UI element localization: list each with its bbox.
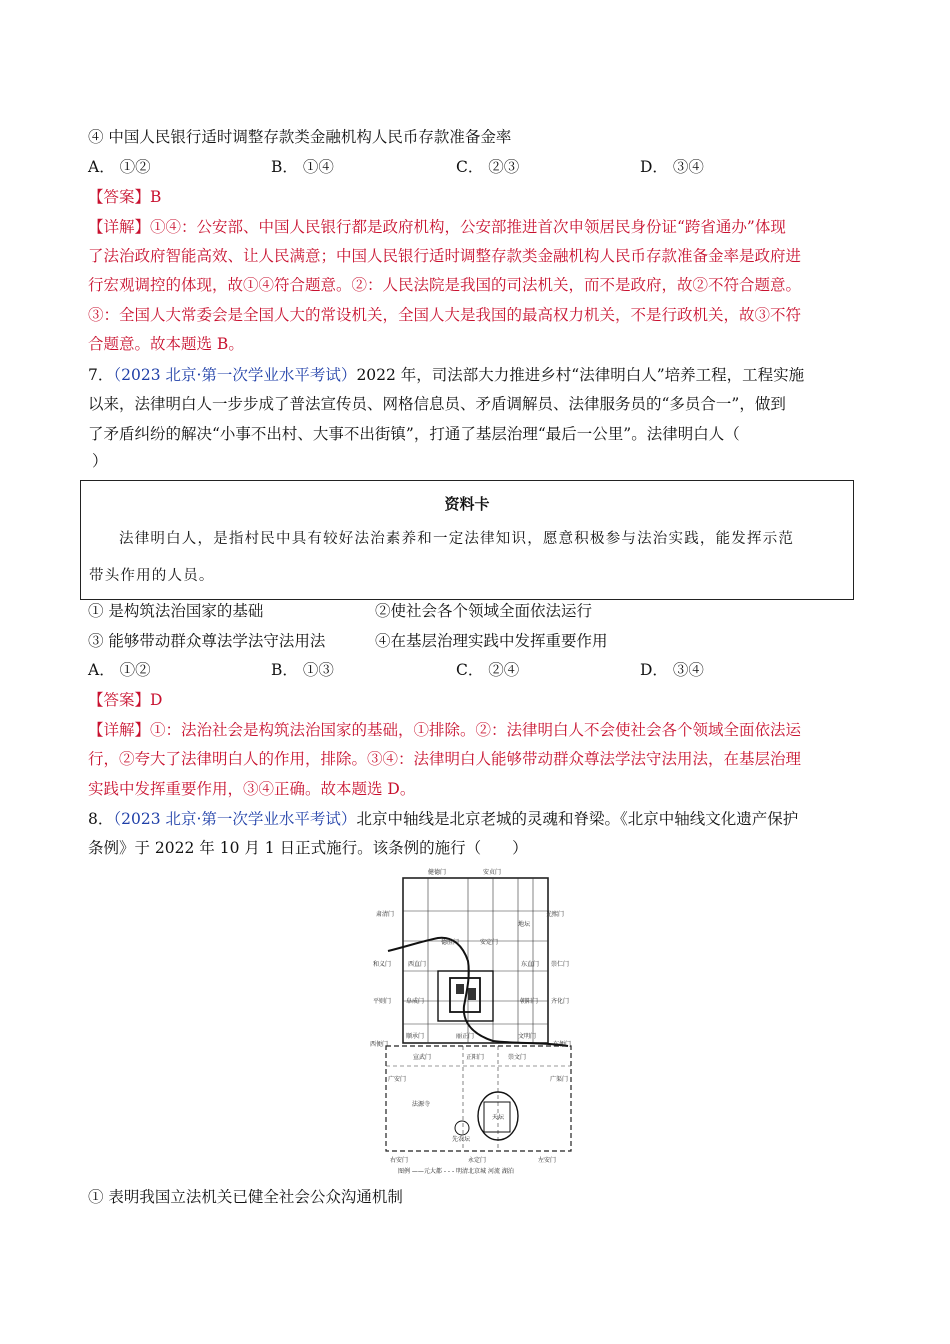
q6-detail-line: 【详解】①④：公安部、中国人民银行都是政府机构，公安部推进首次申领居民身份证“跨省通办”体现 — [88, 218, 786, 236]
map-label-fayuansi: 法源寺 — [412, 1101, 431, 1108]
q7-stem-line: ） — [92, 452, 108, 470]
palace-hall — [456, 984, 464, 994]
q7-answer: 【答案】D — [88, 691, 163, 709]
palace-hall — [468, 988, 476, 1000]
q7-number: 7． — [88, 366, 114, 384]
q6-detail-line: 了法治政府智能高效、让人民满意；中国人民银行适时调整存款类金融机构人民币存款准备金率是政府进 — [88, 247, 802, 265]
map-label-xibianmen: 西便门 — [370, 1041, 389, 1048]
map-label-deshengmen2: 德胜门 — [441, 939, 460, 946]
map-legend: 图例 ——元大都 - - - 明清北京城 河流 湖泊 — [398, 1168, 514, 1175]
map-label-dongbianmen: 东便门 — [553, 1041, 572, 1048]
map-label-guangximen: 光熙门 — [546, 911, 565, 918]
map-label-tiantan: 天坛 — [492, 1114, 505, 1121]
map-label-guangqumen: 广渠门 — [550, 1076, 569, 1083]
material-card — [80, 480, 854, 600]
map-label-wenmingmen: 文明门 — [518, 1033, 537, 1040]
ming-outer-city — [386, 1046, 571, 1151]
material-card-title: 资料卡 — [444, 495, 490, 513]
map-label-dongzhimen: 东直门 — [521, 961, 540, 968]
q6-option-a: A． ①② — [88, 158, 151, 176]
map-label-xizhimen: 西直门 — [408, 961, 427, 968]
q6-option-d: D． ③④ — [640, 158, 704, 176]
map-label-qihuamen: 齐化门 — [551, 998, 570, 1005]
q6-option-b: B． ①④ — [271, 158, 334, 176]
map-label-anzhenmen: 安贞门 — [483, 869, 502, 876]
map-label-chaoyangmen: 朝阳门 — [520, 998, 539, 1005]
map-label-chongrenmen: 崇仁门 — [551, 961, 570, 968]
q7-source: （2023 北京·第一次学业水平考试） — [113, 366, 357, 384]
q6-detail-line: ③：全国人大常委会是全国人大的常设机关，全国人大是我国的最高权力机关，不是行政机关，故③不符 — [88, 306, 802, 324]
q6-detail-line: 合题意。故本题选 B。 — [88, 335, 244, 353]
map-label-zhengyangmen: 正阳门 — [466, 1054, 485, 1061]
q8-stem-text: 北京中轴线是北京老城的灵魂和脊梁。《北京中轴线文化遗产保护 — [356, 810, 799, 828]
q6-detail-line: 行宏观调控的体现，故①④符合题意。②：人民法院是我国的司法机关，而不是政府，故②不符合题意。 — [88, 276, 802, 294]
beijing-map-figure — [368, 866, 578, 1176]
q7-stem-text: 2022 年，司法部大力推进乡村“法律明白人”培养工程，工程实施 — [356, 366, 805, 384]
q8-item-1: ① 表明我国立法机关已健全社会公众沟通机制 — [88, 1188, 403, 1206]
map-label-xuanwumen: 宣武门 — [413, 1054, 432, 1061]
q8-stem-first — [88, 809, 798, 829]
q7-item-1: ① 是构筑法治国家的基础 — [88, 602, 264, 620]
q8-number: 8． — [88, 810, 114, 828]
river — [388, 938, 568, 1046]
q8-stem-line: 条例》于 2022 年 10 月 1 日正式施行。该条例的施行（ ） — [88, 839, 528, 857]
q7-item-3: ③ 能够带动群众尊法学法守法用法 — [88, 632, 326, 650]
q7-stem-line: 了矛盾纠纷的解决“小事不出村、大事不出街镇”，打通了基层治理“最后一公里”。法律明白人（ — [88, 425, 740, 443]
material-card-text: 法律明白人，是指村民中具有较好法治素养和一定法律知识，愿意积极参与法治实践，能发挥示范 — [119, 531, 795, 547]
q7-detail-line: 实践中发挥重要作用，③④正确。故本题选 D。 — [88, 780, 416, 798]
map-label-guanganmen: 广安门 — [388, 1076, 407, 1083]
material-card-text: 带头作用的人员。 — [89, 568, 215, 584]
q7-item-4: ④在基层治理实践中发挥重要作用 — [375, 632, 608, 650]
q7-detail-line: 行，②夸大了法律明白人的作用，排除。③④：法律明白人能够带动群众尊法学法守法用法，在基层治理 — [88, 750, 802, 768]
q8-source: （2023 北京·第一次学业水平考试） — [113, 810, 357, 828]
map-label-xiannongtan: 先农坛 — [452, 1136, 471, 1143]
q7-detail-line: 【详解】①：法治社会是构筑法治国家的基础，①排除。②：法律明白人不会使社会各个领域全面依法运 — [88, 721, 802, 739]
q7-option-a: A． ①② — [88, 661, 151, 679]
map-label-chongwenmen: 崇文门 — [508, 1054, 527, 1061]
beijing-map — [368, 866, 578, 1176]
map-label-zuoanmen: 左安门 — [538, 1157, 557, 1164]
map-label-lizhengmen: 丽正门 — [456, 1033, 475, 1040]
map-label-fuchengmen: 阜成门 — [406, 998, 425, 1005]
map-label-youanmen: 右安门 — [390, 1157, 409, 1164]
map-label-deshengmen: 健德门 — [428, 869, 447, 876]
map-label-shunchengmen: 顺承门 — [406, 1033, 425, 1040]
q7-option-d: D． ③④ — [640, 661, 704, 679]
q6-item-4: ④ 中国人民银行适时调整存款类金融机构人民币存款准备金率 — [88, 128, 512, 146]
q6-answer: 【答案】B — [88, 188, 162, 206]
map-label-pingzemen: 平则门 — [373, 998, 392, 1005]
map-label-suqingmen: 肃清门 — [376, 911, 395, 918]
map-label-yongdingmen: 永定门 — [468, 1157, 487, 1164]
map-label-heyimen: 和义门 — [373, 961, 392, 968]
q7-item-2: ②使社会各个领域全面依法运行 — [375, 602, 593, 620]
q7-option-b: B． ①③ — [271, 661, 334, 679]
map-label-andingmen: 安定门 — [480, 939, 499, 946]
q7-stem-line: 以来，法律明白人一步步成了普法宣传员、网格信息员、矛盾调解员、法律服务员的“多员合一”，做到 — [88, 395, 786, 413]
map-label-ditan: 地坛 — [518, 921, 531, 928]
q7-option-c: C． ②④ — [456, 661, 520, 679]
xiannongtan-outline — [455, 1121, 469, 1135]
q7-stem-first — [88, 365, 804, 385]
q6-option-c: C． ②③ — [456, 158, 520, 176]
